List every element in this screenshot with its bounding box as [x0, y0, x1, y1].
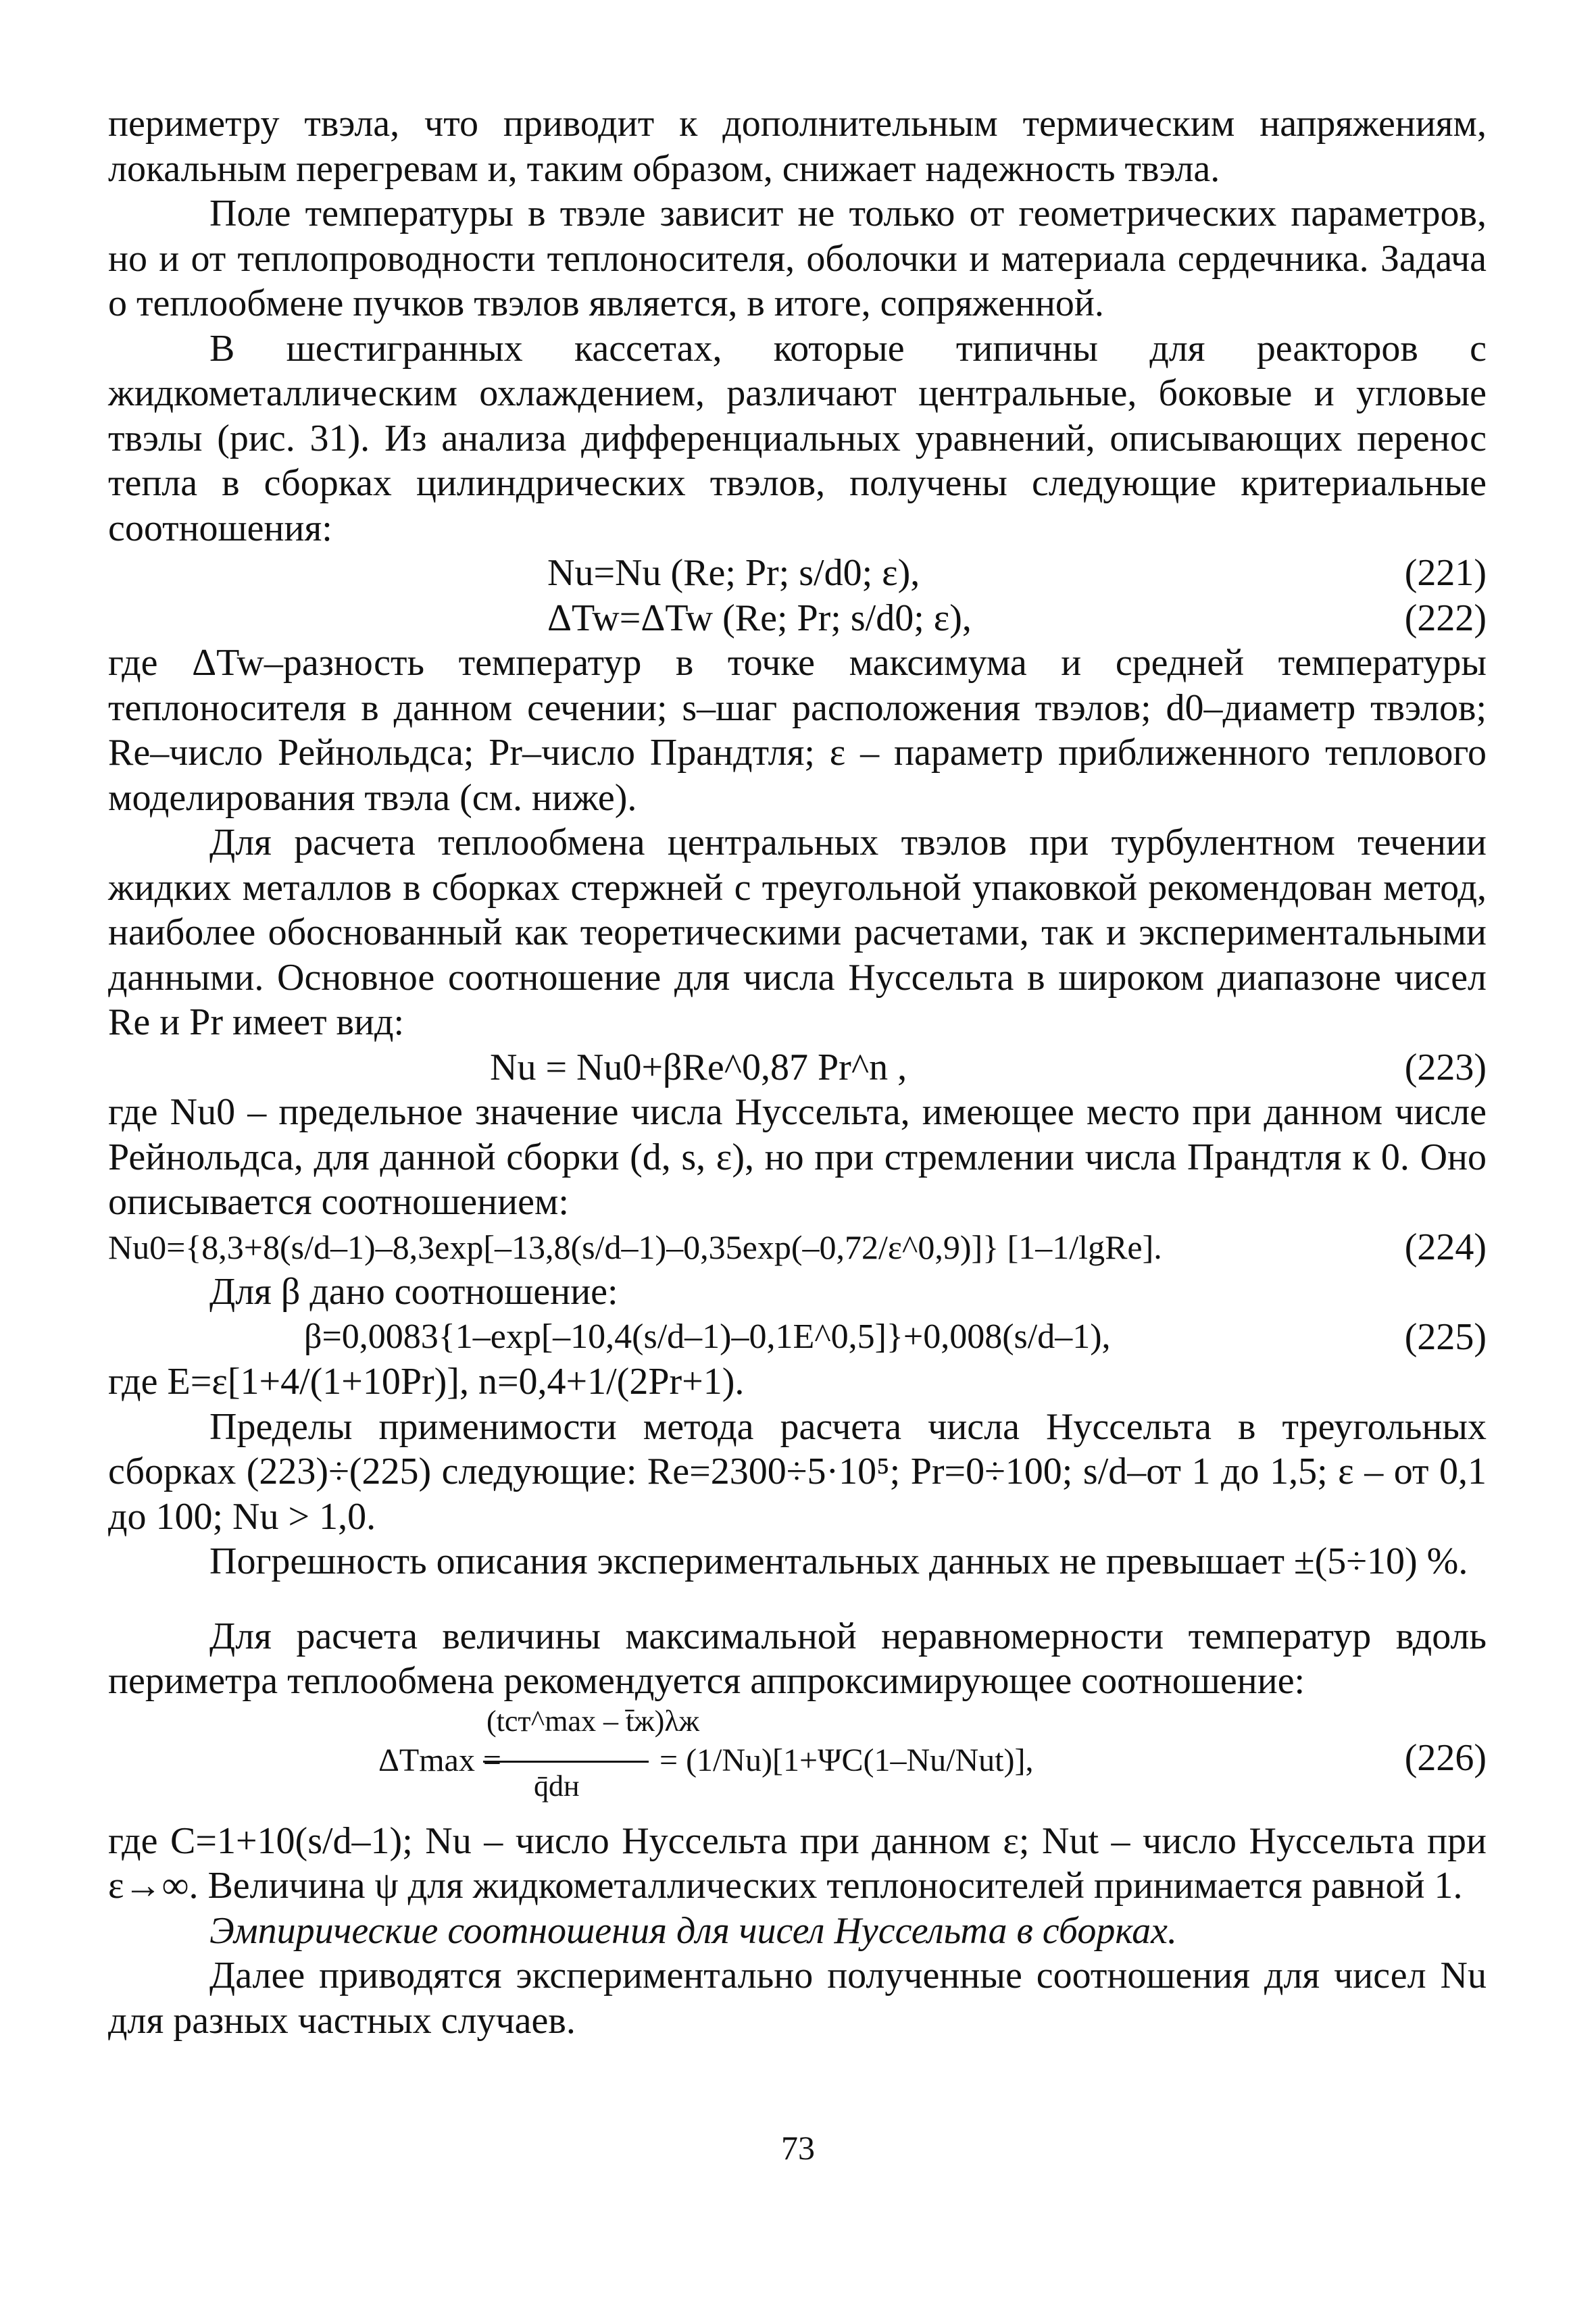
- paragraph-6: где Nu0 – предельное значение числа Нуссельта, имеющее место при данном числе Рейнольдса, для данной сборки (d, s, ε), но при стремлении числа Прандтля к 0. Оно описывается соотношением:: [108, 1091, 1487, 1223]
- equation-224-number: (224): [1404, 1226, 1487, 1268]
- paragraph-9: Пределы применимости метода расчета числа Нуссельта в треугольных сборках (223)÷(225) следующие: Re=2300÷5·10⁵; Pr=0÷100; s/d–от 1 до 1,5; ε – от 0,1 до 100; Nu > 1,0.: [108, 1405, 1487, 1538]
- equation-226-number: (226): [1404, 1736, 1487, 1779]
- equation-222-number: (222): [1404, 597, 1487, 639]
- equation-226: [108, 1704, 1487, 1819]
- equation-221-expr: Nu=Nu (Re; Pr; s/d0; ε),: [547, 552, 920, 594]
- equation-224: [108, 1225, 1487, 1270]
- paragraph-2: Поле температуры в твэле зависит не только от геометрических параметров, но и от теплопроводности теплоносителя, оболочки и материала сердечника. Задача о теплообмене пучков твэлов является, в итоге, сопряженной.: [108, 193, 1487, 324]
- paragraph-3: В шестигранных кассетах, которые типичны для реакторов с жидкометаллическим охлаждением, различают центральные, боковые и угловые твэлы (рис. 31). Из анализа дифференциальных уравнений, описывающих перенос тепла в сборках цилиндрических твэлов, получены следующие критериальные соотношения:: [108, 327, 1487, 549]
- equation-226-numerator: (tст^max – t̄ж)λж: [487, 1704, 700, 1738]
- paragraph-12: где C=1+10(s/d–1); Nu – число Нуссельта при данном ε; Nut – число Нуссельта при ε→∞. Величина ψ для жидкометаллических теплоносителей принимается равной 1.: [108, 1819, 1487, 1907]
- paragraph-5: Для расчета теплообмена центральных твэлов при турбулентном течении жидких металлов в сборках стержней с треугольной упаковкой рекомендован метод, наиболее обоснованный как теоретическими расчетами, так и экспериментальными данными. Основное соотношение для числа Нуссельта в широком диапазоне чисел Re и Pr имеет вид:: [108, 822, 1487, 1043]
- fraction-bar: [483, 1761, 649, 1763]
- equation-226-rhs: = (1/Nu)[1+ΨC(1–Nu/Nut)],: [659, 1742, 1034, 1778]
- equation-223-expr: Nu = Nu0+βRe^0,87 Pr^n ,: [490, 1046, 907, 1088]
- equation-221: [108, 551, 1487, 596]
- equation-225: [108, 1315, 1487, 1360]
- equation-222-expr: ΔTw=ΔTw (Re; Pr; s/d0; ε),: [547, 597, 972, 639]
- paragraph-7: Для β дано соотношение:: [209, 1271, 618, 1313]
- paragraph-8: где E=ε[1+4/(1+10Pr)], n=0,4+1/(2Pr+1).: [108, 1361, 745, 1403]
- equation-226-denominator: q̄dн: [534, 1769, 580, 1803]
- equation-221-number: (221): [1404, 552, 1487, 594]
- paragraph-1: периметру твэла, что приводит к дополнительным термическим напряжениям, локальным перегревам и, таким образом, снижает надежность твэла.: [108, 103, 1487, 190]
- section-heading: Эмпирические соотношения для чисел Нуссельта в сборках.: [209, 1909, 1177, 1952]
- equation-224-expr: Nu0={8,3+8(s/d–1)–8,3exp[–13,8(s/d–1)–0,35exp(–0,72/ε^0,9)]} [1–1/lgRe].: [108, 1228, 1162, 1266]
- equation-223: [108, 1045, 1487, 1090]
- page-number: 73: [781, 2129, 815, 2167]
- equation-225-expr: β=0,0083{1–exp[–10,4(s/d–1)–0,1E^0,5]}+0,008(s/d–1),: [304, 1317, 1111, 1356]
- equation-223-number: (223): [1404, 1046, 1487, 1088]
- paragraph-10: Погрешность описания экспериментальных данных не превышает ±(5÷10) %.: [209, 1540, 1468, 1582]
- paragraph-11: Для расчета величины максимальной неравномерности температур вдоль периметра теплообмена рекомендуется аппроксимирующее соотношение:: [108, 1615, 1487, 1702]
- paragraph-14: Далее приводятся экспериментально полученные соотношения для чисел Nu для разных частных случаев.: [108, 1955, 1487, 2042]
- equation-226-lhs: ΔTmax =: [378, 1742, 501, 1778]
- equation-222: [108, 596, 1487, 641]
- paragraph-4: где ΔTw–разность температур в точке максимума и средней температуры теплоносителя в данном сечении; s–шаг расположения твэлов; d0–диаметр твэлов; Re–число Рейнольдса; Pr–число Прандтля; ε – параметр приближенного теплового моделирования твэла (см. ниже).: [108, 642, 1487, 819]
- page-body: [108, 101, 1487, 2043]
- equation-225-number: (225): [1404, 1315, 1487, 1358]
